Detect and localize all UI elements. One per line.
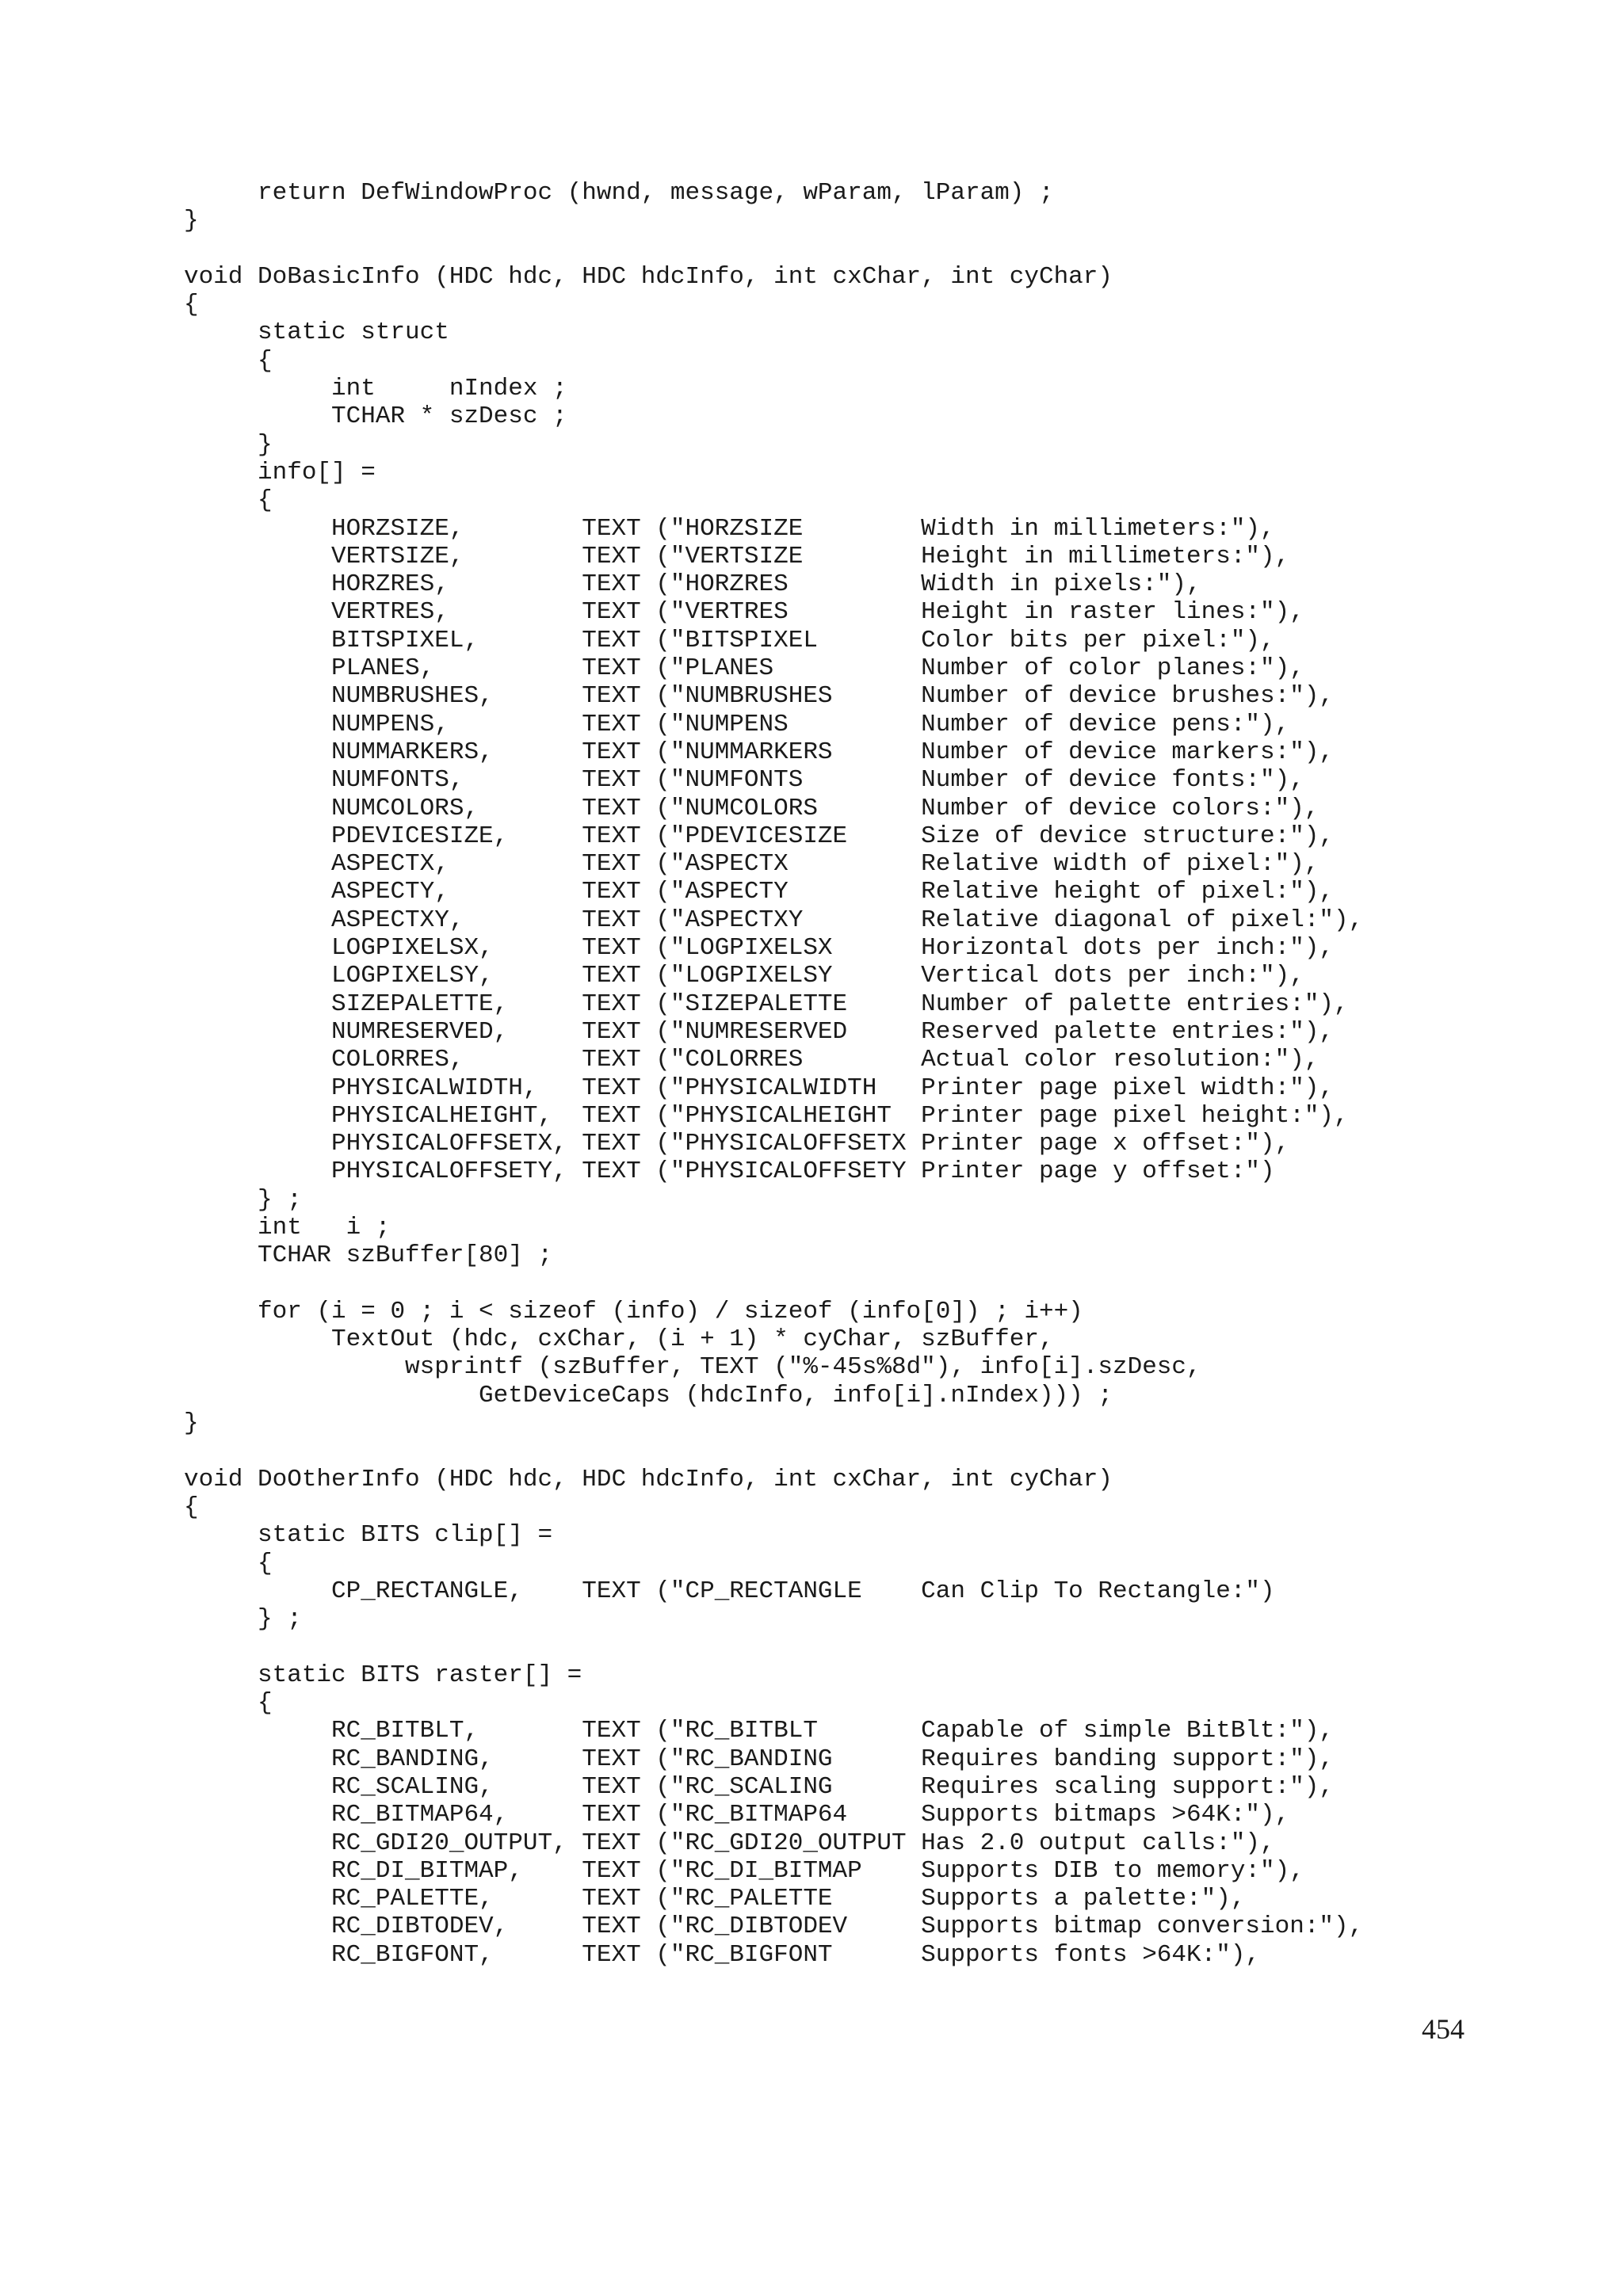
code-line: RC_BANDING, TEXT ("RC_BANDING Requires banding support:"),: [184, 1745, 1335, 1773]
code-line: NUMCOLORS, TEXT ("NUMCOLORS Number of device colors:"),: [184, 794, 1319, 822]
code-line: LOGPIXELSY, TEXT ("LOGPIXELSY Vertical dots per inch:"),: [184, 962, 1304, 990]
code-line: {: [184, 291, 199, 319]
code-line: NUMMARKERS, TEXT ("NUMMARKERS Number of device markers:"),: [184, 738, 1335, 766]
code-line: RC_PALETTE, TEXT ("RC_PALETTE Supports a palette:"),: [184, 1885, 1246, 1913]
code-line: RC_DIBTODEV, TEXT ("RC_DIBTODEV Supports bitmap conversion:"),: [184, 1913, 1364, 1941]
code-line: LOGPIXELSX, TEXT ("LOGPIXELSX Horizontal dots per inch:"),: [184, 934, 1335, 963]
code-line: }: [184, 207, 199, 235]
code-line: TextOut (hdc, cxChar, (i + 1) * cyChar, szBuffer,: [184, 1325, 1054, 1354]
code-line: RC_DI_BITMAP, TEXT ("RC_DI_BITMAP Supports DIB to memory:"),: [184, 1856, 1304, 1885]
code-line: ASPECTY, TEXT ("ASPECTY Relative height of pixel:"),: [184, 878, 1335, 906]
code-line: static BITS clip[] =: [184, 1521, 553, 1550]
code-line: TCHAR szBuffer[80] ;: [184, 1241, 553, 1270]
code-line: RC_GDI20_OUTPUT, TEXT ("RC_GDI20_OUTPUT Has 2.0 output calls:"),: [184, 1829, 1275, 1857]
code-line: [184, 235, 1363, 263]
code-line: PDEVICESIZE, TEXT ("PDEVICESIZE Size of device structure:"),: [184, 822, 1335, 850]
code-line: wsprintf (szBuffer, TEXT ("%-45s%8d"), info[i].szDesc,: [184, 1353, 1201, 1382]
code-line: {: [184, 1689, 273, 1718]
code-line: {: [184, 1493, 199, 1521]
code-line: VERTSIZE, TEXT ("VERTSIZE Height in millimeters:"),: [184, 542, 1290, 570]
code-line: PHYSICALOFFSETY, TEXT ("PHYSICALOFFSETY Printer page y offset:"): [184, 1158, 1275, 1186]
code-line: ASPECTXY, TEXT ("ASPECTXY Relative diagonal of pixel:"),: [184, 906, 1364, 934]
code-line: TCHAR * szDesc ;: [184, 402, 567, 431]
code-line: NUMBRUSHES, TEXT ("NUMBRUSHES Number of device brushes:"),: [184, 682, 1335, 711]
code-line: RC_BITBLT, TEXT ("RC_BITBLT Capable of simple BitBlt:"),: [184, 1717, 1335, 1745]
code-line: [184, 1270, 1363, 1298]
code-line: return DefWindowProc (hwnd, message, wParam, lParam) ;: [184, 179, 1054, 207]
code-line: SIZEPALETTE, TEXT ("SIZEPALETTE Number of palette entries:"),: [184, 990, 1349, 1018]
code-line: BITSPIXEL, TEXT ("BITSPIXEL Color bits per pixel:"),: [184, 626, 1275, 654]
code-line: PHYSICALWIDTH, TEXT ("PHYSICALWIDTH Printer page pixel width:"),: [184, 1074, 1335, 1102]
code-line: RC_SCALING, TEXT ("RC_SCALING Requires scaling support:"),: [184, 1772, 1335, 1801]
code-line: NUMPENS, TEXT ("NUMPENS Number of device pens:"),: [184, 710, 1290, 738]
code-line: {: [184, 486, 273, 515]
code-line: ASPECTX, TEXT ("ASPECTX Relative width of pixel:"),: [184, 850, 1319, 879]
code-line: }: [184, 1409, 199, 1438]
code-line: void DoOtherInfo (HDC hdc, HDC hdcInfo, int cxChar, int cyChar): [184, 1465, 1113, 1493]
code-line: } ;: [184, 1605, 302, 1634]
code-line: RC_BIGFONT, TEXT ("RC_BIGFONT Supports fonts >64K:"),: [184, 1940, 1261, 1969]
page-number: 454: [1422, 2013, 1465, 2045]
code-line: int i ;: [184, 1213, 391, 1241]
code-line: }: [184, 430, 273, 459]
code-line: static struct: [184, 318, 449, 347]
code-line: VERTRES, TEXT ("VERTRES Height in raster lines:"),: [184, 598, 1304, 627]
code-line: GetDeviceCaps (hdcInfo, info[i].nIndex))) ;: [184, 1381, 1113, 1409]
code-line: info[] =: [184, 458, 376, 486]
code-line: [184, 1633, 1363, 1661]
code-line: static BITS raster[] =: [184, 1661, 582, 1689]
code-line: {: [184, 1549, 273, 1577]
code-line: HORZSIZE, TEXT ("HORZSIZE Width in millimeters:"),: [184, 514, 1275, 543]
code-line: for (i = 0 ; i < sizeof (info) / sizeof (info[0]) ; i++): [184, 1297, 1083, 1325]
code-line: [184, 1437, 1363, 1465]
code-line: {: [184, 346, 273, 375]
code-line: CP_RECTANGLE, TEXT ("CP_RECTANGLE Can Clip To Rectangle:"): [184, 1577, 1275, 1605]
code-line: void DoBasicInfo (HDC hdc, HDC hdcInfo, int cxChar, int cyChar): [184, 262, 1113, 291]
code-line: PHYSICALOFFSETX, TEXT ("PHYSICALOFFSETX Printer page x offset:"),: [184, 1130, 1290, 1158]
code-line: PLANES, TEXT ("PLANES Number of color planes:"),: [184, 654, 1304, 683]
code-listing: [184, 179, 1363, 1969]
code-line: int nIndex ;: [184, 375, 567, 403]
code-line: } ;: [184, 1185, 302, 1214]
code-line: COLORRES, TEXT ("COLORRES Actual color resolution:"),: [184, 1046, 1319, 1074]
code-line: NUMRESERVED, TEXT ("NUMRESERVED Reserved palette entries:"),: [184, 1017, 1335, 1046]
code-line: RC_BITMAP64, TEXT ("RC_BITMAP64 Supports bitmaps >64K:"),: [184, 1801, 1290, 1829]
code-line: NUMFONTS, TEXT ("NUMFONTS Number of device fonts:"),: [184, 766, 1304, 795]
code-line: PHYSICALHEIGHT, TEXT ("PHYSICALHEIGHT Printer page pixel height:"),: [184, 1101, 1349, 1130]
code-line: HORZRES, TEXT ("HORZRES Width in pixels:"),: [184, 570, 1201, 599]
